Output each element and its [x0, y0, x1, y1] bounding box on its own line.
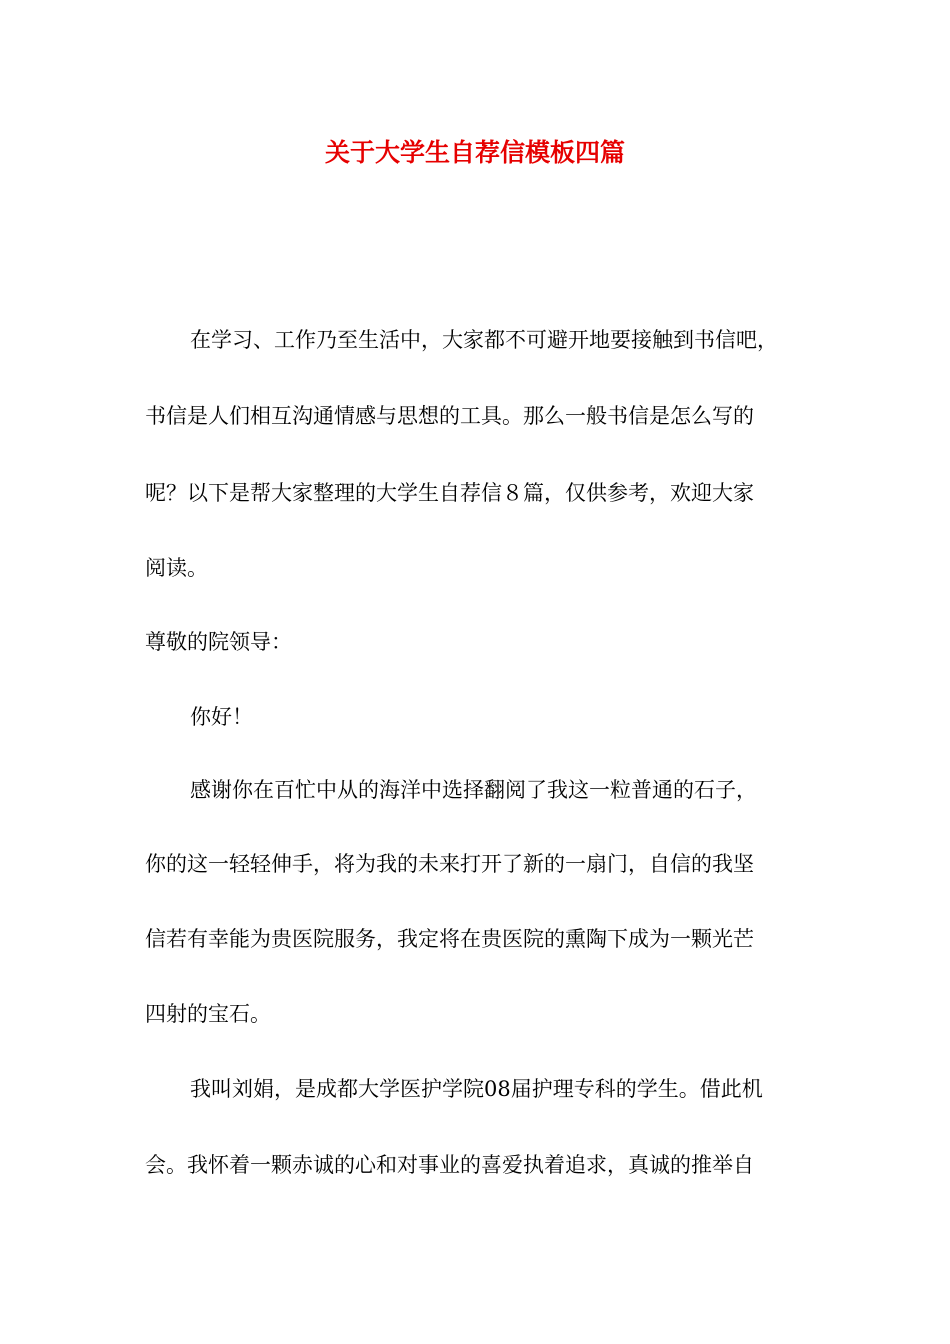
paragraph-line: 阅读。: [145, 556, 208, 580]
paragraph-line: 在学习、工作乃至生活中，大家都不可避开地要接触到书信吧，: [190, 328, 778, 352]
paragraph-line: 感谢你在百忙中从的海洋中选择翻阅了我这一粒普通的石子，: [190, 778, 757, 802]
paragraph-line: 四射的宝石。: [145, 1002, 271, 1026]
paragraph-line: 信若有幸能为贵医院服务，我定将在贵医院的熏陶下成为一颗光芒: [145, 927, 754, 951]
greeting: 你好！: [190, 705, 253, 729]
salutation: 尊敬的院领导：: [145, 630, 292, 654]
document-title: 关于大学生自荐信模板四篇: [324, 138, 625, 167]
paragraph-line: 我叫刘娟，是成都大学医护学院08届护理专科的学生。借此机: [190, 1077, 763, 1101]
paragraph-line: 你的这一轻轻伸手，将为我的未来打开了新的一扇门，自信的我坚: [145, 852, 754, 876]
paragraph-line: 呢？以下是帮大家整理的大学生自荐信８篇，仅供参考，欢迎大家: [145, 481, 754, 505]
paragraph-line: 会。我怀着一颗赤诚的心和对事业的喜爱执着追求，真诚的推举自: [145, 1153, 754, 1177]
paragraph-line: 书信是人们相互沟通情感与思想的工具。那么一般书信是怎么写的: [145, 404, 754, 428]
